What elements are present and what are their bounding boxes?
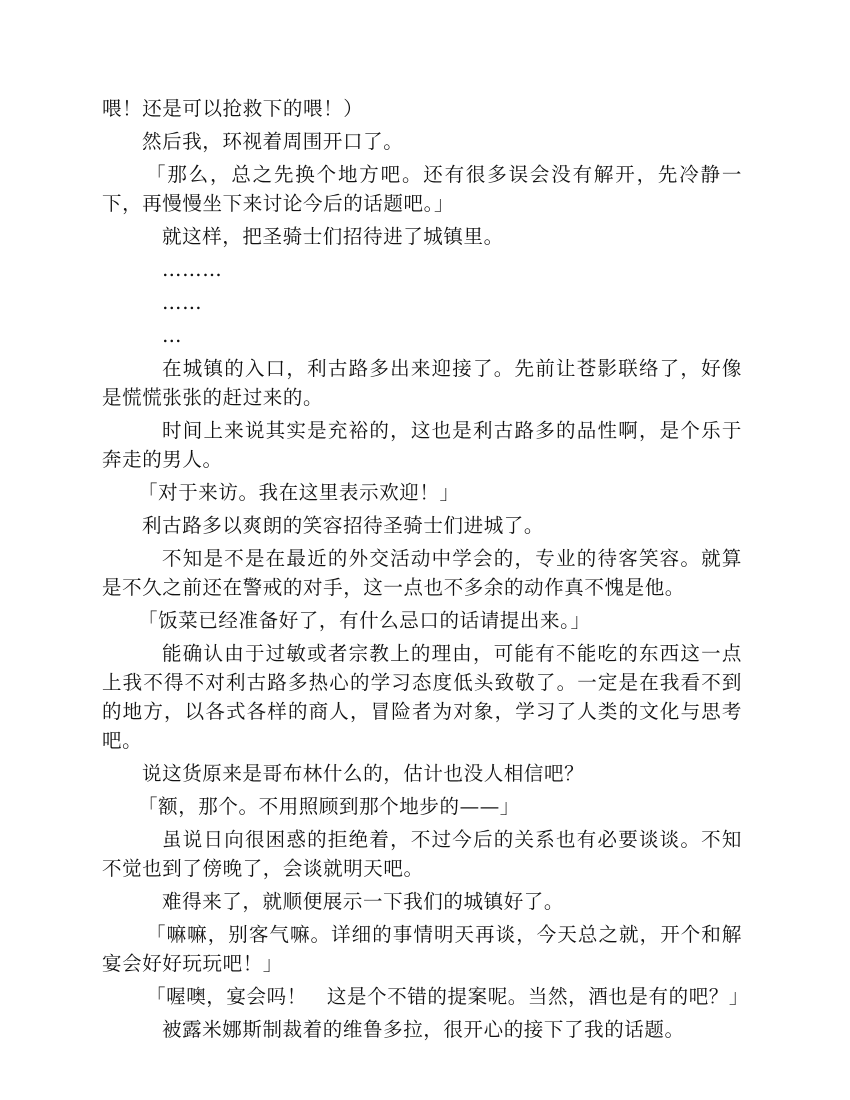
- paragraph-11: 利古路多以爽朗的笑容招待圣骑士们进城了。: [142, 514, 545, 537]
- paragraph-19: 「嘛嘛，别客气嘛。详细的事情明天再谈，今天总之就，开个和解宴会好好玩玩吧！」: [102, 923, 742, 975]
- paragraph-13: 「饭菜已经准备好了，有什么忌口的话请提出来。」: [138, 609, 591, 632]
- paragraph-4: 就这样，把圣骑士们招待进了城镇里。: [162, 225, 504, 248]
- paragraph-7: …: [162, 324, 183, 347]
- paragraph-14: 能确认由于过敏或者宗教上的理由，可能有不能吃的东西这一点上我不得不对利古路多热心的学习态度低头致敬了。一定是在我看不到的地方，以各式各样的商人，冒险者为对象，学习了人类的文化与思考吧。: [102, 642, 742, 752]
- paragraph-21: 被露米娜斯制裁着的维鲁多拉，很开心的接下了我的话题。: [162, 1018, 685, 1041]
- paragraph-1: 喂！还是可以抢救下的喂！）: [102, 97, 364, 120]
- document-page: [102, 94, 750, 1048]
- paragraph-12: 不知是不是在最近的外交活动中学会的，专业的待客笑容。就算是不久之前还在警戒的对手，这一点也不多余的动作真不愧是他。: [102, 547, 742, 599]
- paragraph-5: ………: [162, 258, 223, 281]
- paragraph-6: ……: [162, 291, 203, 314]
- paragraph-2: 然后我，环视着周围开口了。: [142, 130, 404, 153]
- paragraph-3: 「那么，总之先换个地方吧。还有很多误会没有解开，先冷静一下，再慢慢坐下来讨论今后的话题吧。」: [102, 163, 742, 215]
- paragraph-18: 难得来了，就顺便展示一下我们的城镇好了。: [162, 890, 565, 913]
- paragraph-8: 在城镇的入口，利古路多出来迎接了。先前让苍影联络了，好像是慌慌张张的赶过来的。: [102, 357, 742, 409]
- paragraph-9: 时间上来说其实是充裕的，这也是利古路多的品性啊，是个乐于奔走的男人。: [102, 419, 742, 471]
- paragraph-10: 「对于来访。我在这里表示欢迎！」: [138, 481, 460, 504]
- paragraph-17: 虽说日向很困惑的拒绝着，不过今后的关系也有必要谈谈。不知不觉也到了傍晚了，会谈就明天吧。: [102, 828, 742, 880]
- paragraph-15: 说这货原来是哥布林什么的，估计也没人相信吧？: [142, 762, 585, 785]
- paragraph-20: 「喔噢，宴会吗！ 这是个不错的提案呢。当然，酒也是有的吧？」: [146, 985, 750, 1008]
- paragraph-16: 「额，那个。不用照顾到那个地步的——」: [138, 795, 520, 818]
